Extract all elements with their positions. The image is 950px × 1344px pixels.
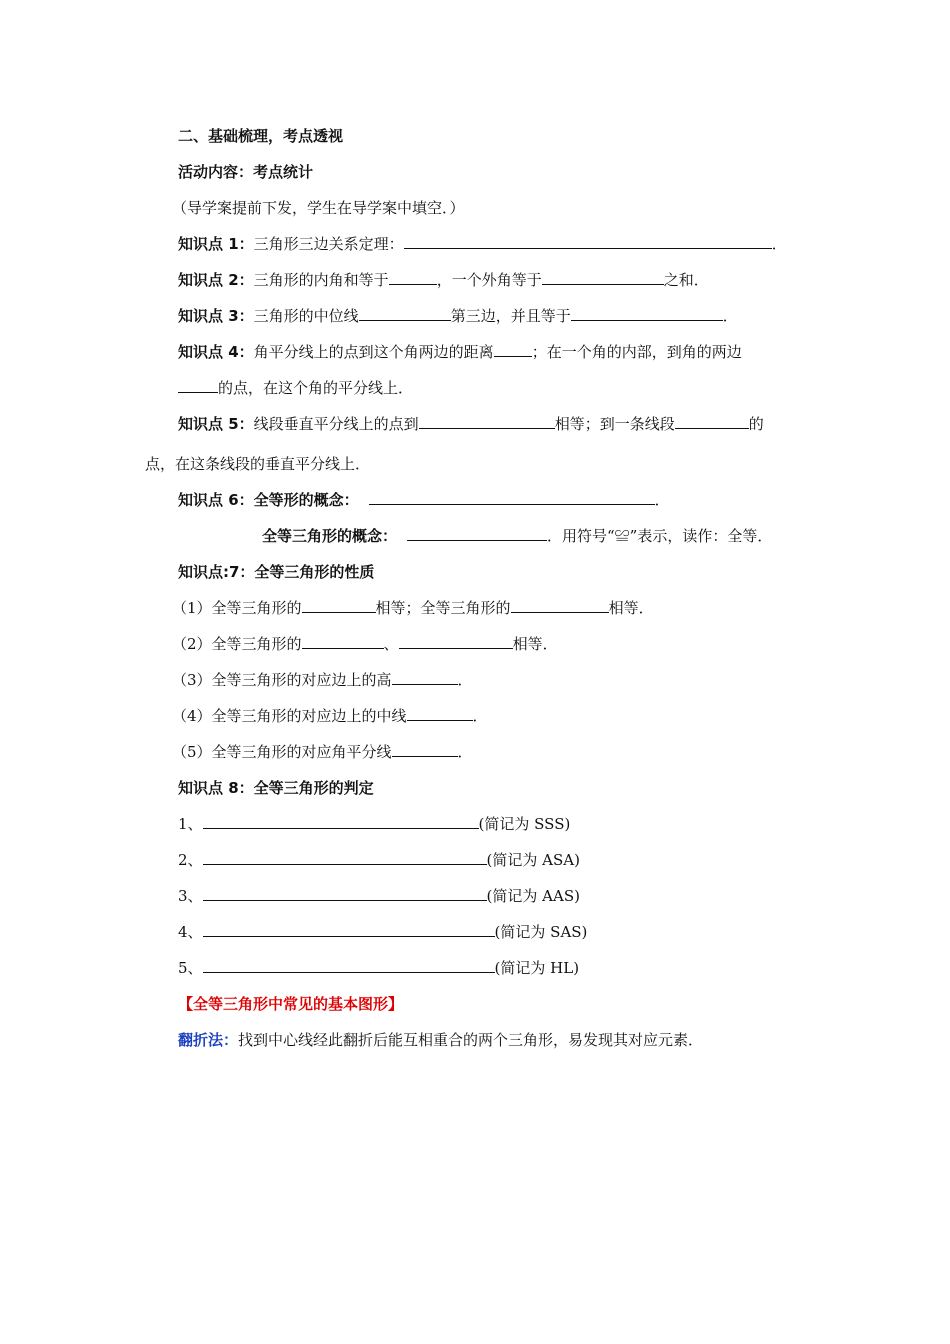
- kp4-label: 知识点 4：: [178, 343, 254, 361]
- kp7-4-text: （4）全等三角形的对应边上的中线: [172, 707, 407, 725]
- knowledge-point-4: [178, 342, 742, 362]
- kp7-3-text: （3）全等三角形的对应边上的高: [172, 671, 392, 689]
- kp2-blank-2[interactable]: [542, 270, 664, 285]
- kp7-2-blank-2[interactable]: [399, 634, 513, 649]
- kp7-2-text-1: （2）全等三角形的: [172, 635, 302, 653]
- kp2-label: 知识点 2：: [178, 271, 254, 289]
- kp7-item-5: [172, 742, 473, 762]
- kp6-sub-blank[interactable]: [407, 526, 547, 541]
- kp3-text-1: 三角形的中位线: [253, 307, 359, 325]
- kp7-5-text: （5）全等三角形的对应角平分线: [172, 743, 392, 761]
- kp3-label: 知识点 3：: [178, 307, 254, 325]
- kp7-5-blank[interactable]: [392, 742, 458, 757]
- kp7-item-3: [172, 670, 473, 690]
- kp7-1-text-2: 相等；全等三角形的: [375, 599, 511, 617]
- kp5-blank-1[interactable]: [419, 414, 555, 429]
- kp7-4-end: ．: [472, 707, 488, 725]
- kp8-2-abbr: (简记为 ASA): [486, 851, 580, 869]
- kp7-item-4: [172, 706, 488, 726]
- kp7-3-end: ．: [457, 671, 473, 689]
- kp3-text-3: ．: [722, 307, 738, 325]
- kp2-text-3: 之和．: [663, 271, 709, 289]
- knowledge-point-3: [178, 306, 738, 326]
- kp8-item-2: [178, 850, 580, 870]
- fold-method: [178, 1030, 703, 1050]
- kp7-2-text-2: 、: [383, 635, 399, 653]
- kp6-blank[interactable]: [369, 490, 655, 505]
- kp8-5-abbr: (简记为 HL): [494, 959, 580, 977]
- kp4-blank-2[interactable]: [178, 378, 218, 393]
- knowledge-point-6-sub: [262, 526, 772, 546]
- knowledge-point-5-cont: 点，在这条线段的垂直平分线上．: [145, 455, 371, 473]
- knowledge-point-2: [178, 270, 709, 290]
- kp2-blank-1[interactable]: [389, 270, 437, 285]
- kp8-item-1: [178, 814, 570, 834]
- kp6-sub-label: 全等三角形的概念：: [262, 527, 398, 545]
- kp3-blank-1[interactable]: [359, 306, 451, 321]
- kp1-text: 三角形三边关系定理：: [253, 235, 404, 253]
- activity-heading: 活动内容：考点统计: [178, 163, 314, 181]
- fold-method-label: 翻折法：: [178, 1031, 239, 1049]
- kp7-5-end: ．: [457, 743, 473, 761]
- kp7-4-blank[interactable]: [407, 706, 473, 721]
- kp8-4-blank[interactable]: [203, 922, 495, 937]
- kp7-1-blank-1[interactable]: [302, 598, 376, 613]
- knowledge-point-6: [178, 490, 670, 510]
- kp8-1-num: 1、: [178, 815, 203, 833]
- kp8-1-blank[interactable]: [203, 814, 479, 829]
- kp7-3-blank[interactable]: [392, 670, 458, 685]
- kp8-4-abbr: (简记为 SAS): [494, 923, 588, 941]
- knowledge-point-7: 知识点:7：全等三角形的性质: [178, 563, 375, 581]
- kp7-2-text-3: 相等．: [512, 635, 558, 653]
- kp5-text-3: 的: [748, 415, 764, 433]
- kp3-blank-2[interactable]: [571, 306, 723, 321]
- knowledge-point-8: 知识点 8：全等三角形的判定: [178, 779, 374, 797]
- kp7-1-text-3: 相等．: [608, 599, 654, 617]
- kp5-text-2: 相等；到一条线段: [554, 415, 675, 433]
- kp8-item-4: [178, 922, 587, 942]
- kp3-text-2: 第三边，并且等于: [450, 307, 571, 325]
- kp6-end: ．: [654, 491, 670, 509]
- kp6-sub-end: ．用符号“≌”表示，读作：全等．: [547, 527, 773, 545]
- kp7-1-blank-2[interactable]: [511, 598, 609, 613]
- kp8-4-num: 4、: [178, 923, 203, 941]
- kp8-5-num: 5、: [178, 959, 203, 977]
- kp8-item-3: [178, 886, 580, 906]
- kp5-text-1: 线段垂直平分线上的点到: [253, 415, 419, 433]
- instruction-note: （导学案提前下发，学生在导学案中填空．）: [172, 199, 465, 217]
- kp7-item-1: [172, 598, 654, 618]
- kp8-2-blank[interactable]: [203, 850, 487, 865]
- kp2-text-2: ，一个外角等于: [436, 271, 542, 289]
- kp8-item-5: [178, 958, 579, 978]
- kp8-2-num: 2、: [178, 851, 203, 869]
- basic-shapes-heading: 【全等三角形中常见的基本图形】: [178, 995, 404, 1013]
- kp5-blank-2[interactable]: [675, 414, 749, 429]
- section-title: 二、基础梳理，考点透视: [178, 127, 344, 145]
- kp1-blank[interactable]: [404, 234, 772, 249]
- knowledge-point-4-cont: [178, 378, 413, 398]
- kp7-2-blank-1[interactable]: [302, 634, 384, 649]
- knowledge-point-1: [178, 234, 787, 254]
- knowledge-point-5: [178, 414, 764, 434]
- kp8-5-blank[interactable]: [203, 958, 495, 973]
- kp8-3-blank[interactable]: [203, 886, 487, 901]
- kp4-text-2: ；在一个角的内部，到角的两边: [531, 343, 742, 361]
- kp8-1-abbr: (简记为 SSS): [478, 815, 571, 833]
- kp7-item-2: [172, 634, 558, 654]
- kp5-label: 知识点 5：: [178, 415, 254, 433]
- fold-method-text: 找到中心线经此翻折后能互相重合的两个三角形，易发现其对应元素．: [238, 1031, 704, 1049]
- kp1-label: 知识点 1：: [178, 235, 254, 253]
- kp8-3-abbr: (简记为 AAS): [486, 887, 580, 905]
- kp8-3-num: 3、: [178, 887, 203, 905]
- kp4-blank-1[interactable]: [494, 342, 532, 357]
- kp2-text-1: 三角形的内角和等于: [253, 271, 389, 289]
- kp1-end: ．: [771, 235, 787, 253]
- kp7-1-text-1: （1）全等三角形的: [172, 599, 302, 617]
- kp4-text-3: 的点，在这个角的平分线上．: [218, 379, 414, 397]
- kp6-label: 知识点 6：全等形的概念：: [178, 491, 359, 509]
- kp4-text-1: 角平分线上的点到这个角两边的距离: [253, 343, 494, 361]
